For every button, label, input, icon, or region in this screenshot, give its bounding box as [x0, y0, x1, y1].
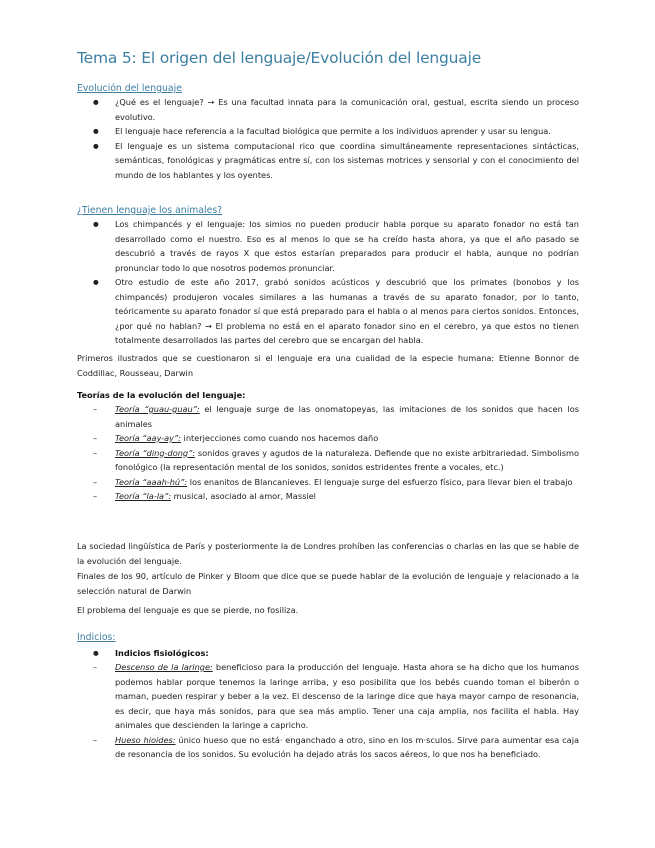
list-item: ● Indicios fisiológicos: [115, 646, 579, 661]
list-item: – Teoría “ding-dong”: sonidos graves y agudos de la naturaleza. Defiende que no existe arbitrariedad. Simbolismo fonológico (la representación mental de los sonidos, sonidos estridentes frente a vocales, etc.) [115, 446, 579, 475]
list-item: – Teoría “aaah-hú”: los enanitos de Blancanieves. El lenguaje surge del esfuerzo físico, para llevar bien el trabajo [115, 475, 579, 490]
paragraph-sociedad: La sociedad lingüística de París y posteriormente la de Londres prohíben las conferencias o charlas en las que se hable de la evolución del lenguaje. [77, 541, 579, 566]
page-title: Tema 5: El origen del lenguaje/Evolución del lenguaje [77, 49, 482, 67]
indicios-list [115, 646, 579, 661]
list-item: – Teoría “la-la”: musical, asociado al amor, Massiel [115, 489, 579, 504]
list-item: – Teoría “aay-ay”: interjecciones como cuando nos hacemos daño [115, 431, 579, 446]
list-item: ● El lenguaje es un sistema computacional rico que coordina simultáneamente representaciones sintácticas, semánticas, fonológicas y pragmáticas entre sí, con los sistemas motrices y sensorial y con el conocimiento del mundo de los hablantes y los oyentes. [115, 139, 579, 183]
paragraph-fosiliza: El problema del lenguaje es que se pierde, no fosiliza. [77, 605, 299, 615]
list-item: – Teoría “guau-guau”: el lenguaje surge de las onomatopeyas, las imitaciones de los sonidos que hacen los animales [115, 402, 579, 431]
section-evolucion-list [115, 95, 579, 182]
theory-name: Teoría “aaah-hú”: [115, 476, 188, 487]
list-item: ● ¿Qué es el lenguaje? → Es una facultad innata para la comunicación oral, gestual, escrita siendo un proceso evolutivo. [115, 95, 579, 124]
indicios-sub-list [115, 660, 579, 762]
list-item: – Descenso de la laringe: beneficioso para la producción del lenguaje. Hasta ahora se ha dicho que los humanos podemos hablar porque tenemos la laringe arriba, y eso posibilita que los bebés cuando toman el biberón o maman, pueden respirar y beber a la vez. El descenso de la laringe dice que haya mayor campo de resonancia, es decir, que haya más sonidos, para que sea más amplio. Tener una caja amplia, nos facilita el habla. Hay animales que descienden la laringe a capricho. [115, 660, 579, 733]
list-item: ● Los chimpancés y el lenguaje: los simios no pueden producir habla porque su aparato fonador no está tan desarrollado como el nuestro. Eso es al menos lo que se ha creído hasta ahora, ya que el año pasado se descubrió a través de rayos X que estos estarían preparados para producir el habla, aunque no podrían pronunciar todo lo que nosotros podemos pronunciar. [115, 217, 579, 275]
list-item: ● Otro estudio de este año 2017, grabó sonidos acústicos y descubrió que los primates (bonobos y los chimpancés) produjeron vocales similares a las humanas a través de su aparato fonador, por lo tanto, teóricamente su aparato fonador sí que está preparado para el habla o al menos para ciertos sonidos. Entonces, ¿por qué no hablan? → El problema no está en el aparato fonador sino en el cerebro, ya que estos no tienen totalmente desarrollados las partes del cerebro que se encargan del habla. [115, 275, 579, 348]
theory-name: Teoría “aay-ay”: [115, 433, 181, 443]
theory-name: Teoría “guau-guau”: [115, 404, 200, 414]
section-animales-list [115, 217, 579, 348]
theories-heading: Teorías de la evolución del lenguaje: [77, 390, 246, 400]
paragraph-pinker: Finales de los 90, artículo de Pinker y Bloom que dice que se puede hablar de la evolución de lenguaje y relacionado a la selección natural de Darwin [77, 571, 579, 596]
theories-list [115, 402, 579, 504]
indicio-name: Descenso de la laringe: [115, 662, 213, 672]
paragraph-ilustrados: Primeros ilustrados que se cuestionaron si el lenguaje era una cualidad de la especie humana: Etienne Bonnor de Coddillac, Rousseau, Darwin [77, 353, 579, 378]
indicio-name: Hueso hioides: [115, 734, 176, 745]
section-heading-indicios: Indicios: [77, 632, 116, 643]
list-item: ● El lenguaje hace referencia a la facultad biológica que permite a los individuos aprender y usar su lengua. [115, 124, 579, 139]
theory-name: Teoría “ding-dong”: [115, 447, 196, 458]
section-heading-animales: ¿Tienen lenguaje los animales? [77, 205, 223, 216]
list-item: – Hueso hioides: único hueso que no está· enganchado a otro, sino en los m·sculos. Sirve para aumentar esa caja de resonancia de los sonidos. Su evolución ha dejado atrás los sacos aéreos, lo que nos ha beneficiado. [115, 733, 579, 762]
section-heading-evolucion: Evolución del lenguaje [77, 83, 182, 94]
theory-name: Teoría “la-la”: [115, 491, 172, 501]
